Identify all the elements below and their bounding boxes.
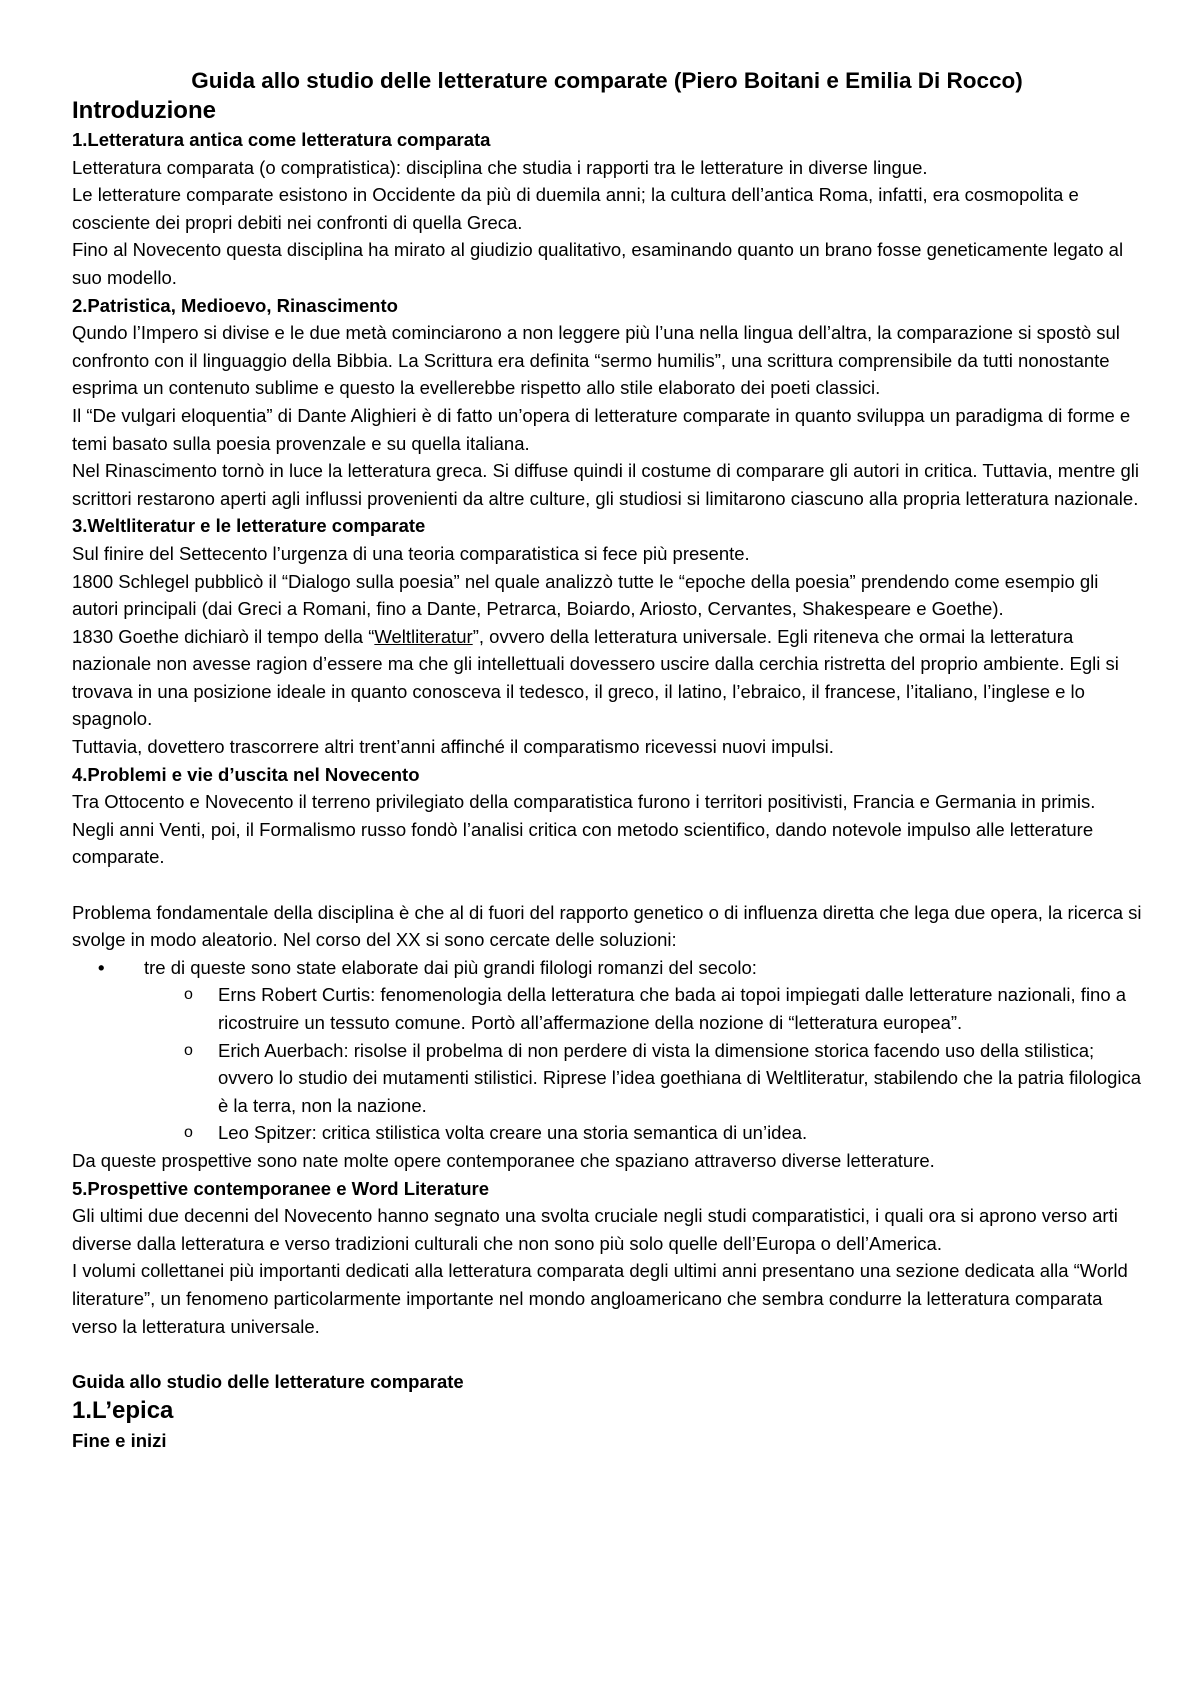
sub-bullet-item-curtis: [72, 981, 1142, 1036]
document-title: Guida allo studio delle letterature comparate (Piero Boitani e Emilia Di Rocco): [191, 68, 1023, 93]
blank-line: [72, 1340, 1142, 1368]
section-5-paragraph-2: I volumi collettanei più importanti dedicati alla letteratura comparata degli ultimi anni presentano una sezione dedicata alla “World literature”, un fenomeno particolarmente importante nel mondo angloamericano che sembra condurre la letteratura comparata verso la letteratura universale.: [72, 1260, 1128, 1337]
section-4-paragraph-3: Da queste prospettive sono nate molte opere contemporanee che spaziano attraverso diverse letterature.: [72, 1149, 935, 1171]
section-1-paragraph-1: Letteratura comparata (o compratistica): disciplina che studia i rapporti tra le letterature in diverse lingue.: [72, 156, 928, 178]
bullet-list-item-text: tre di queste sono state elaborate dai più grandi filologi romanzi del secolo:: [144, 956, 757, 978]
document-page: [72, 66, 1142, 1455]
sub-bullet-item-auerbach: [72, 1037, 1142, 1120]
sub-bullet-text: Erich Auerbach: risolse il probelma di non perdere di vista la dimensione storica facendo uso della stilistica; ovvero lo studio dei mutamenti stilistici. Riprese l’idea goethiana di Weltliteratur, stabilendo che la patria filologica è la terra, non la nazione.: [218, 1039, 1142, 1116]
section-4-heading: 4.Problemi e vie d’uscita nel Novecento: [72, 763, 420, 785]
sub-bullet-text: Erns Robert Curtis: fenomenologia della letteratura che bada ai topoi impiegati dalle letterature nazionali, fino a ricostruire un tessuto comune. Portò all’affermazione della nozione di “letteratura europea”.: [218, 984, 1127, 1033]
part-2-title: Guida allo studio delle letterature comparate: [72, 1370, 464, 1392]
section-5-heading: 5.Prospettive contemporanee e Word Literature: [72, 1177, 490, 1199]
sub-bullet-item-spitzer: [72, 1119, 1142, 1147]
section-2-paragraph-1: Qundo l’Impero si divise e le due metà cominciarono a non leggere più l’una nella lingua dell’altra, la comparazione si spostò sul confronto con il linguaggio della Bibbia. La Scrittura era definita “sermo humilis”, una scrittura comprensibile da tutti nonostante esprima un contenuto sublime e questo la evellerebbe rispetto allo stile elaborato dei poeti classici.: [72, 322, 1120, 399]
bullet-list: [72, 954, 1142, 982]
chapter-heading: 1.L’epica: [72, 1397, 174, 1425]
sub-bullet-glyph: o: [184, 1041, 193, 1059]
sub-bullet-glyph: o: [184, 986, 193, 1004]
section-4-paragraph-1: Tra Ottocento e Novecento il terreno privilegiato della comparatistica furono i territori positivisti, Francia e Germania in primis. Negli anni Venti, poi, il Formalismo russo fondò l’analisi critica con metodo scientifico, dando notevole impulso alle letterature comparate.: [72, 791, 1096, 868]
section-1-paragraph-2: Le letterature comparate esistono in Occidente da più di duemila anni; la cultura dell’antica Roma, infatti, era cosmopolita e cosciente dei propri debiti nei confronti di quella Greca.: [72, 184, 1079, 233]
section-5-paragraph-1: Gli ultimi due decenni del Novecento hanno segnato una svolta cruciale negli studi comparatistici, i quali ora si aprono verso arti diverse dalla letteratura e verso tradizioni culturali che non sono più solo quelle dell’Europa o dell’America.: [72, 1205, 1118, 1254]
section-3-heading: 3.Weltliteratur e le letterature comparate: [72, 515, 426, 537]
sub-bullet-glyph: o: [184, 1124, 193, 1142]
section-3-paragraph-3-end: ”, ovvero della letteratura universale. Egli riteneva che ormai la letteratura nazionale non avesse ragion d’essere ma che gli intellettuali dovessero uscire dalla cerchia ristretta del proprio ambiente. Egli si trovava in una posizione ideale in quanto conosceva il tedesco, il greco, il latino, l’ebraico, il francese, l’italiano, l’inglese e lo spagnolo.: [72, 625, 1119, 730]
section-3-paragraph-1: Sul finire del Settecento l’urgenza di una teoria comparatistica si fece più presente.: [72, 542, 750, 564]
section-4-paragraph-2: Problema fondamentale della disciplina è che al di fuori del rapporto genetico o di influenza diretta che lega due opera, la ricerca si svolge in modo aleatorio. Nel corso del XX si sono cercate delle soluzioni:: [72, 901, 1142, 951]
sub-bullet-text: Leo Spitzer: critica stilistica volta creare una storia semantica di un’idea.: [218, 1122, 808, 1144]
section-3-paragraph-3-start: 1830 Goethe dichiarò il tempo della “: [72, 625, 375, 647]
bullet-glyph: •: [98, 956, 105, 978]
chapter-subheading: Fine e inizi: [72, 1430, 167, 1452]
section-1-heading: 1.Letteratura antica come letteratura comparata: [72, 129, 491, 150]
sub-bullet-list: [72, 981, 1142, 1147]
section-2-paragraph-3: Nel Rinascimento tornò in luce la letteratura greca. Si diffuse quindi il costume di comparare gli autori in critica. Tuttavia, mentre gli scrittori restarono aperti agli influssi provenienti da altre culture, gli studiosi si limitarono ciascuno alla propria letteratura nazionale.: [72, 460, 1139, 509]
bullet-list-item: [72, 954, 1142, 982]
weltliteratur-underlined-term: Weltliteratur: [374, 625, 473, 647]
blank-line: [72, 871, 1142, 899]
section-3-paragraph-3: [72, 623, 1142, 733]
section-3-paragraph-2: 1800 Schlegel pubblicò il “Dialogo sulla poesia” nel quale analizzò tutte le “epoche della poesia” prendendo come esempio gli autori principali (dai Greci a Romani, fino a Dante, Petrarca, Boiardo, Ariosto, Cervantes, Shakespeare e Goethe).: [72, 570, 1099, 620]
section-3-paragraph-4: Tuttavia, dovettero trascorrere altri trent’anni affinché il comparatismo ricevessi nuovi impulsi.: [72, 736, 834, 758]
section-2-paragraph-2: Il “De vulgari eloquentia” di Dante Alighieri è di fatto un’opera di letterature comparate in quanto sviluppa un paradigma di forme e temi basato sulla poesia provenzale e su quella italiana.: [72, 404, 1131, 454]
section-1-paragraph-3: Fino al Novecento questa disciplina ha mirato al giudizio qualitativo, esaminando quanto un brano fosse geneticamente legato al suo modello.: [72, 239, 1124, 288]
section-2-heading: 2.Patristica, Medioevo, Rinascimento: [72, 294, 398, 316]
section-heading-introduzione: Introduzione: [72, 97, 216, 124]
